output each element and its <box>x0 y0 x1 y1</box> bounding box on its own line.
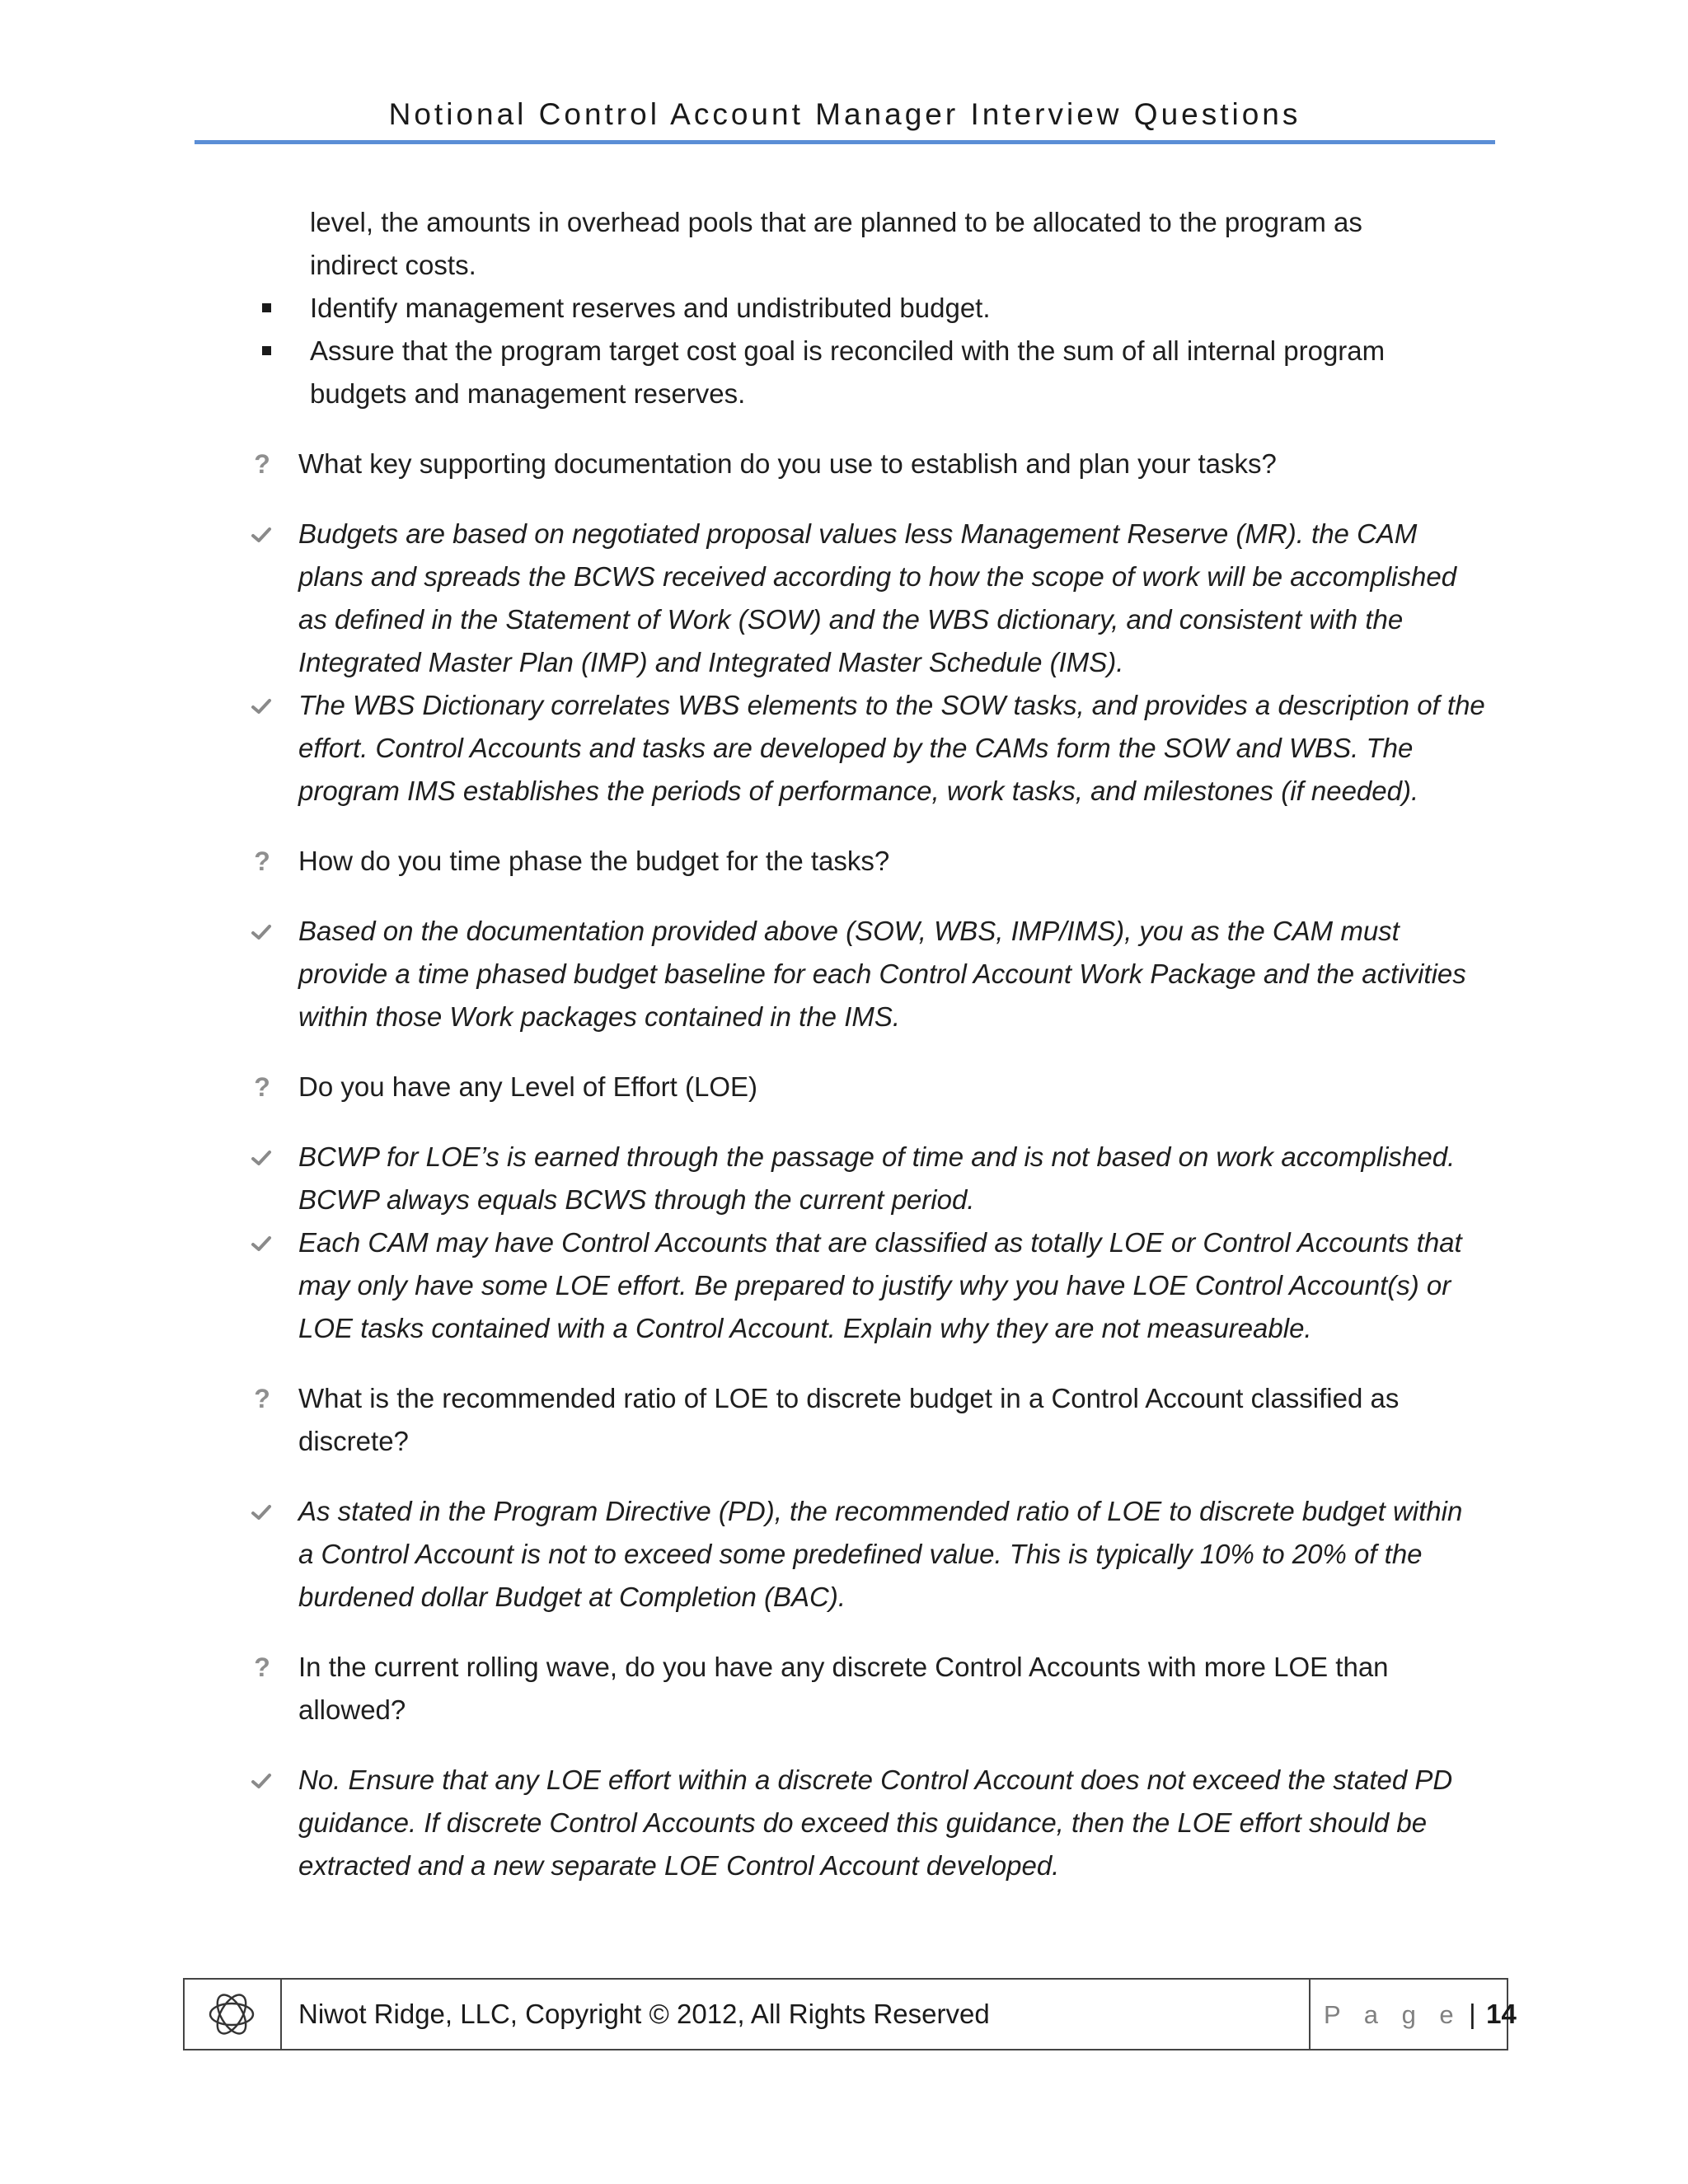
square-bullet-icon <box>262 303 271 312</box>
question-mark-icon: ? <box>254 1384 270 1413</box>
question-line: allowed? <box>298 1694 406 1725</box>
bullet-continuation-line: indirect costs. <box>310 250 476 280</box>
answer-line: within those Work packages contained in the IMS. <box>298 1001 901 1032</box>
answer-line: as defined in the Statement of Work (SOW) and the WBS dictionary, and consistent with the <box>298 604 1404 635</box>
check-icon <box>251 696 272 717</box>
footer-page-cell <box>1309 1980 1517 2049</box>
check-icon <box>251 524 272 546</box>
question-mark-icon: ? <box>254 1072 270 1102</box>
question-line: discrete? <box>298 1426 409 1456</box>
bullet-item-line: Assure that the program target cost goal is reconciled with the sum of all internal program <box>310 335 1386 366</box>
answer-line: As stated in the Program Directive (PD), the recommended ratio of LOE to discrete budget within <box>298 1496 1463 1526</box>
page-separator: | <box>1469 1999 1476 2029</box>
question-mark-icon: ? <box>254 449 270 479</box>
question-line: What is the recommended ratio of LOE to discrete budget in a Control Account classified as <box>298 1383 1400 1413</box>
footer-logo-cell <box>185 1980 282 2049</box>
answer-line: Based on the documentation provided above (SOW, WBS, IMP/IMS), you as the CAM must <box>298 916 1400 946</box>
bullet-item-line: Identify management reserves and undistributed budget. <box>310 293 991 323</box>
answer-line: Integrated Master Plan (IMP) and Integrated Master Schedule (IMS). <box>298 647 1124 677</box>
page-header-title: Notional Control Account Manager Interview Questions <box>388 97 1301 131</box>
page-footer <box>183 1978 1517 2050</box>
page-number: 14 <box>1486 1999 1517 2029</box>
answer-line: LOE tasks contained with a Control Account. Explain why they are not measureable. <box>298 1313 1312 1343</box>
answer-line: burdened dollar Budget at Completion (BAC). <box>298 1582 846 1612</box>
bullet-continuation-line: level, the amounts in overhead pools that are planned to be allocated to the program as <box>310 207 1362 237</box>
header-rule <box>195 140 1495 144</box>
answer-line: may only have some LOE effort. Be prepared to justify why you have LOE Control Account(s) or <box>298 1270 1451 1301</box>
answer-line: extracted and a new separate LOE Control Account developed. <box>298 1850 1060 1881</box>
question-mark-icon: ? <box>254 1652 270 1682</box>
answer-line: guidance. If discrete Control Accounts do exceed this guidance, then the LOE effort should be <box>298 1807 1428 1838</box>
company-logo-icon <box>203 1990 260 2039</box>
question-mark-icon: ? <box>254 846 270 876</box>
page-label: P a g e <box>1324 2000 1462 2029</box>
answer-line: BCWP for LOE’s is earned through the passage of time and is not based on work accomplished. <box>298 1141 1456 1172</box>
answer-line: a Control Account is not to exceed some predefined value. This is typically 10% to 20% of the <box>298 1539 1423 1569</box>
answer-line: Each CAM may have Control Accounts that are classified as totally LOE or Control Accounts that <box>298 1227 1462 1258</box>
answer-line: effort. Control Accounts and tasks are developed by the CAMs form the SOW and WBS. The <box>298 733 1414 763</box>
answer-line: provide a time phased budget baseline for each Control Account Work Package and the activities <box>298 958 1466 989</box>
check-icon <box>251 921 272 943</box>
question-line: Do you have any Level of Effort (LOE) <box>298 1071 758 1102</box>
answer-line: program IMS establishes the periods of performance, work tasks, and milestones (if needed). <box>298 776 1419 806</box>
question-line: How do you time phase the budget for the tasks? <box>298 846 890 876</box>
question-line: In the current rolling wave, do you have any discrete Control Accounts with more LOE than <box>298 1652 1389 1682</box>
footer-copyright: Niwot Ridge, LLC, Copyright © 2012, All Rights Reserved <box>298 1999 990 2029</box>
square-bullet-icon <box>262 346 271 355</box>
answer-line: BCWP always equals BCWS through the current period. <box>298 1184 975 1215</box>
answer-line: No. Ensure that any LOE effort within a discrete Control Account does not exceed the stated PD <box>298 1765 1453 1795</box>
check-icon <box>251 1502 272 1523</box>
answer-line: Budgets are based on negotiated proposal values less Management Reserve (MR). the CAM <box>298 518 1418 549</box>
check-icon <box>251 1147 272 1169</box>
check-icon <box>251 1770 272 1792</box>
check-icon <box>251 1233 272 1254</box>
question-line: What key supporting documentation do you use to establish and plan your tasks? <box>298 448 1277 479</box>
answer-line: The WBS Dictionary correlates WBS elements to the SOW tasks, and provides a description of the <box>298 690 1485 720</box>
bullet-item-line: budgets and management reserves. <box>310 378 746 409</box>
answer-line: plans and spreads the BCWS received according to how the scope of work will be accomplished <box>298 561 1457 592</box>
